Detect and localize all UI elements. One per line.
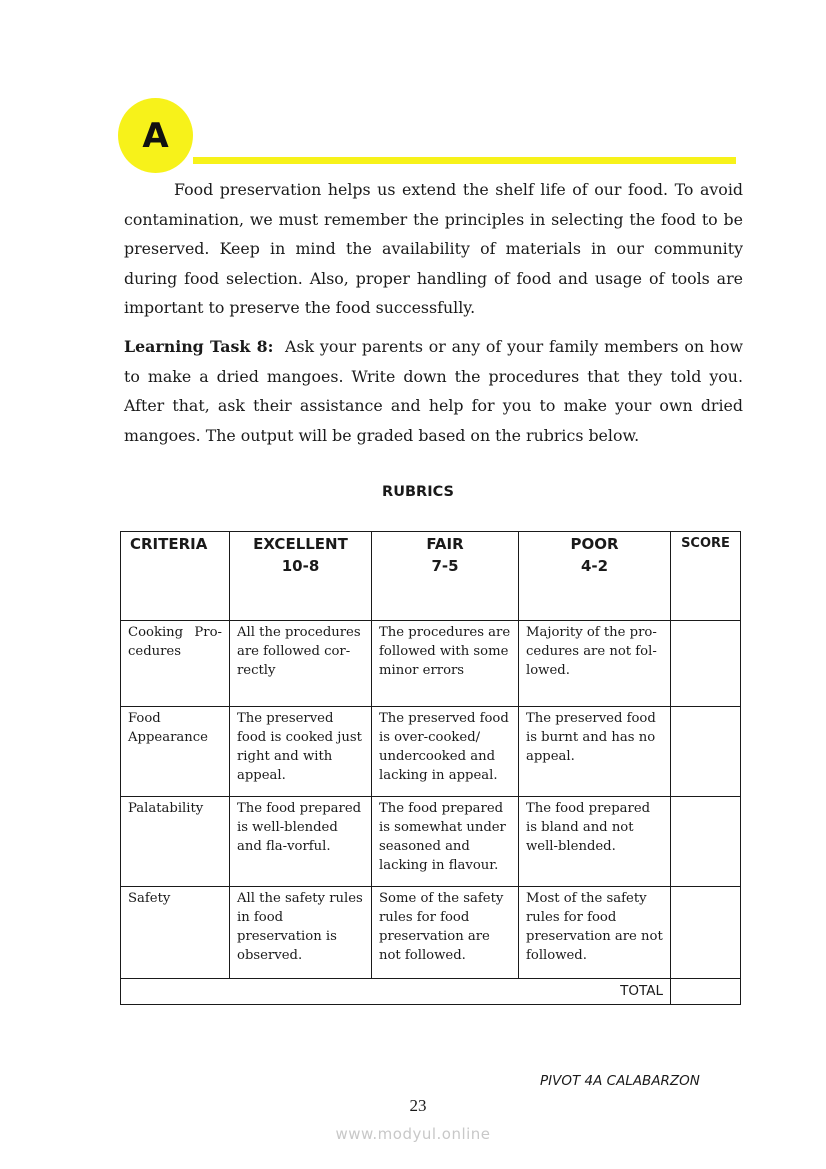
cell-score[interactable] [671, 887, 741, 979]
cell-excellent: The preserved food is cooked just right and with appeal. [230, 707, 372, 797]
table-header-row [121, 532, 741, 621]
header-poor-range: 4-2 [580, 557, 609, 575]
cell-score[interactable] [671, 797, 741, 887]
cell-fair: The food prepared is somewhat under seasoned and lacking in flavour. [372, 797, 519, 887]
cell-criteria: Safety [121, 887, 230, 979]
table-total-row [121, 979, 741, 1005]
cell-criteria: Palatability [121, 797, 230, 887]
page-number: 23 [409, 1096, 427, 1115]
cell-excellent: All the safety rules in food preservation is observed. [230, 887, 372, 979]
header-excellent [230, 532, 372, 621]
footer-source: PIVOT 4A CALABARZON [540, 1073, 700, 1089]
cell-excellent: The food prepared is well-blended and fla-vorful. [230, 797, 372, 887]
table-row [121, 621, 741, 707]
header-excellent-label: EXCELLENT [253, 535, 348, 553]
cell-fair: Some of the safety rules for food preservation are not followed. [372, 887, 519, 979]
header-fair-label: FAIR [426, 535, 464, 553]
cell-poor: Majority of the pro-cedures are not fol-lowed. [519, 621, 671, 707]
cell-poor: The preserved food is burnt and has no appeal. [519, 707, 671, 797]
table-row [121, 707, 741, 797]
learning-task-text: Ask your parents or any of your family members on how to make a dried mangoes. Write down the procedures that they told you. After that, ask their assistance and help for you to make your own dried mangoes. The output will be graded based on the rubrics below. [124, 337, 744, 445]
rubrics-title: RUBRICS [382, 484, 454, 500]
learning-task-label: Learning Task 8: [124, 337, 274, 356]
cell-criteria: Food Appearance [121, 707, 230, 797]
table-row [121, 887, 741, 979]
total-score[interactable] [671, 979, 741, 1005]
cell-poor: The food prepared is bland and not well-blended. [519, 797, 671, 887]
cell-poor: Most of the safety rules for food preservation are not followed. [519, 887, 671, 979]
cell-score[interactable] [671, 707, 741, 797]
header-criteria: CRITERIA [121, 532, 230, 621]
learning-task-paragraph [124, 332, 743, 450]
cell-fair: The procedures are followed with some minor errors [372, 621, 519, 707]
cell-excellent: All the procedures are followed cor-rectly [230, 621, 372, 707]
header-excellent-range: 10-8 [281, 557, 320, 575]
header-poor [519, 532, 671, 621]
header-fair [372, 532, 519, 621]
cell-criteria: Cooking Pro-cedures [121, 621, 230, 707]
section-badge: A [118, 98, 193, 173]
cell-score[interactable] [671, 621, 741, 707]
header-poor-label: POOR [570, 535, 619, 553]
section-underline [193, 157, 736, 164]
header-score: SCORE [671, 532, 741, 621]
watermark: www.modyul.online [335, 1125, 491, 1143]
cell-fair: The preserved food is over-cooked/ undercooked and lacking in appeal. [372, 707, 519, 797]
table-row [121, 797, 741, 887]
rubrics-table [120, 531, 741, 1005]
intro-paragraph: Food preservation helps us extend the shelf life of our food. To avoid contamination, we must remember the principles in selecting the food to be preserved. Keep in mind the availability of materials in our community during food selection. Also, proper handling of food and usage of tools are important to preserve the food successfully. [124, 180, 743, 317]
total-label: TOTAL [121, 979, 671, 1005]
header-fair-range: 7-5 [431, 557, 459, 575]
